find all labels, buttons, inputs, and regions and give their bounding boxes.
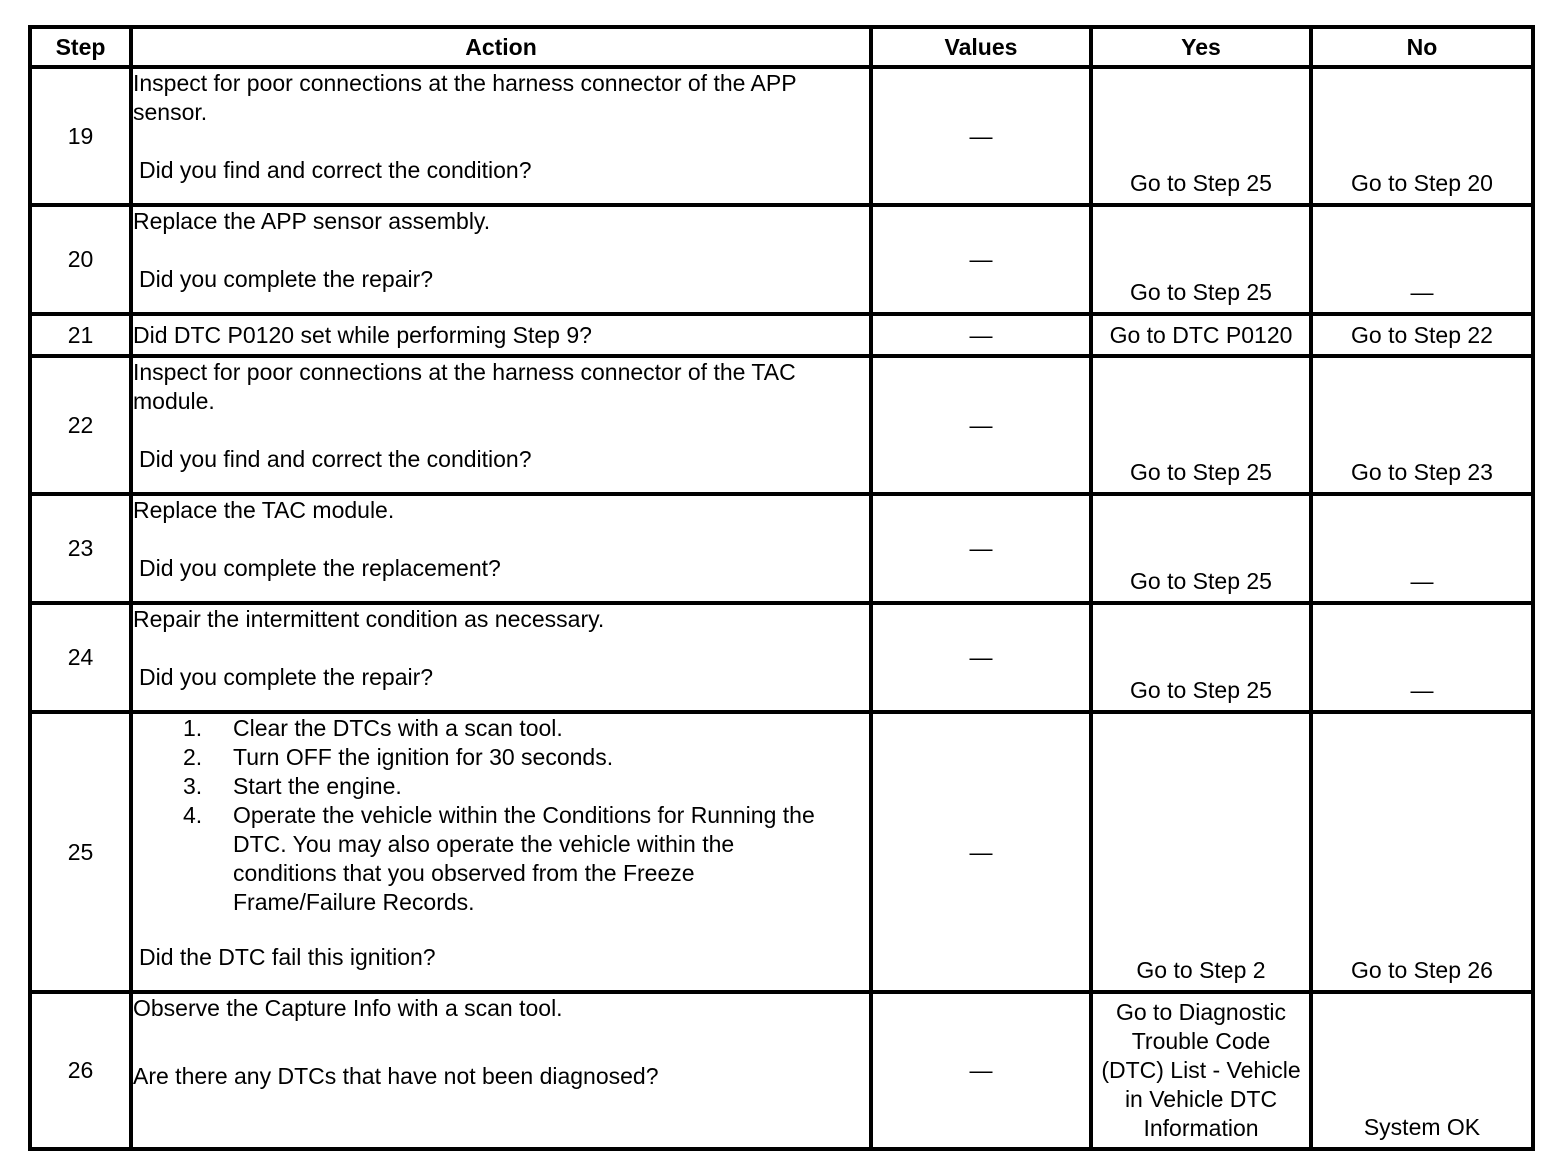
header-action: Action [131, 27, 871, 67]
yes-cell [1091, 67, 1311, 205]
header-values: Values [871, 27, 1091, 67]
yes-result: Go to Step 25 [1130, 459, 1272, 485]
values-cell: — [871, 712, 1091, 992]
no-cell [1311, 356, 1533, 494]
table-row [30, 712, 1533, 992]
action-cell [131, 67, 871, 205]
yes-result: Go to Step 25 [1130, 677, 1272, 703]
yes-result: Go to Step 25 [1130, 568, 1272, 594]
step-number: 26 [30, 992, 131, 1149]
step-number: 19 [30, 67, 131, 205]
step-number: 22 [30, 356, 131, 494]
no-result: — [1410, 279, 1434, 305]
step-number: 20 [30, 205, 131, 314]
action-cell [131, 603, 871, 712]
diagnostic-table [28, 25, 1535, 1151]
header-yes: Yes [1091, 27, 1311, 67]
list-item: 2. Turn OFF the ignition for 30 seconds. [183, 744, 614, 770]
action-instruction: Observe the Capture Info with a scan tool. [133, 995, 563, 1021]
table-row [30, 205, 1533, 314]
yes-result: Go to Step 25 [1130, 279, 1272, 305]
no-result: Go to Step 22 [1311, 314, 1533, 356]
header-row [30, 27, 1533, 67]
yes-cell [1091, 356, 1311, 494]
yes-cell [1091, 494, 1311, 603]
action-instruction: Did DTC P0120 set while performing Step 9? [133, 321, 592, 348]
table-row [30, 494, 1533, 603]
list-item: 3. Start the engine. [183, 773, 402, 799]
action-question: Did you complete the replacement? [139, 555, 501, 581]
no-cell [1311, 603, 1533, 712]
step-number: 21 [30, 314, 131, 356]
step-number: 24 [30, 603, 131, 712]
step-number: 23 [30, 494, 131, 603]
procedure-list [133, 714, 869, 917]
header-no: No [1311, 27, 1533, 67]
table-row [30, 992, 1533, 1149]
action-cell [131, 356, 871, 494]
no-cell [1311, 992, 1533, 1149]
table-row [30, 356, 1533, 494]
action-question: Did the DTC fail this ignition? [139, 944, 436, 970]
values-cell: — [871, 205, 1091, 314]
values-cell: — [871, 67, 1091, 205]
table-row [30, 67, 1533, 205]
header-step: Step [30, 27, 131, 67]
no-result: Go to Step 23 [1351, 459, 1493, 485]
yes-cell [1091, 712, 1311, 992]
step-number: 25 [30, 712, 131, 992]
values-cell: — [871, 992, 1091, 1149]
action-cell [131, 205, 871, 314]
action-question: Did you find and correct the condition? [139, 446, 532, 472]
no-cell [1311, 67, 1533, 205]
yes-cell [1091, 603, 1311, 712]
no-cell [1311, 494, 1533, 603]
action-instruction: Replace the TAC module. [133, 497, 395, 523]
table-row [30, 314, 1533, 356]
action-instruction: Replace the APP sensor assembly. [133, 208, 491, 234]
no-result: Go to Step 20 [1351, 170, 1493, 196]
no-cell [1311, 712, 1533, 992]
action-instruction: Repair the intermittent condition as necessary. [133, 606, 605, 632]
action-instruction: Inspect for poor connections at the harness connector of the TAC module. [133, 359, 796, 414]
action-cell [131, 314, 871, 356]
values-cell: — [871, 314, 1091, 356]
no-result: — [1410, 568, 1434, 594]
values-cell: — [871, 603, 1091, 712]
list-item: 4. Operate the vehicle within the Conditions for Running the DTC. You may also operate the vehicle within the conditions that you observed from the Freeze Frame/Failure Records. [183, 802, 815, 915]
action-instruction: Inspect for poor connections at the harness connector of the APP sensor. [133, 70, 797, 125]
action-question: Did you complete the repair? [139, 266, 434, 292]
values-cell: — [871, 494, 1091, 603]
no-result: System OK [1363, 1114, 1481, 1140]
action-question: Are there any DTCs that have not been diagnosed? [133, 1063, 659, 1089]
no-cell [1311, 205, 1533, 314]
yes-result: Go to DTC P0120 [1091, 314, 1311, 356]
action-question: Did you find and correct the condition? [139, 157, 532, 183]
list-item: 1. Clear the DTCs with a scan tool. [183, 715, 563, 741]
no-result: — [1410, 677, 1434, 703]
no-result: Go to Step 26 [1351, 957, 1493, 983]
action-cell [131, 494, 871, 603]
yes-result: Go to Diagnostic Trouble Code (DTC) List - Vehicle in Vehicle DTC Information [1091, 992, 1311, 1149]
action-question: Did you complete the repair? [139, 664, 434, 690]
table-row [30, 603, 1533, 712]
action-cell [131, 712, 871, 992]
yes-result: Go to Step 2 [1136, 957, 1266, 983]
yes-result: Go to Step 25 [1130, 170, 1272, 196]
yes-cell [1091, 205, 1311, 314]
action-cell [131, 992, 871, 1149]
values-cell: — [871, 356, 1091, 494]
